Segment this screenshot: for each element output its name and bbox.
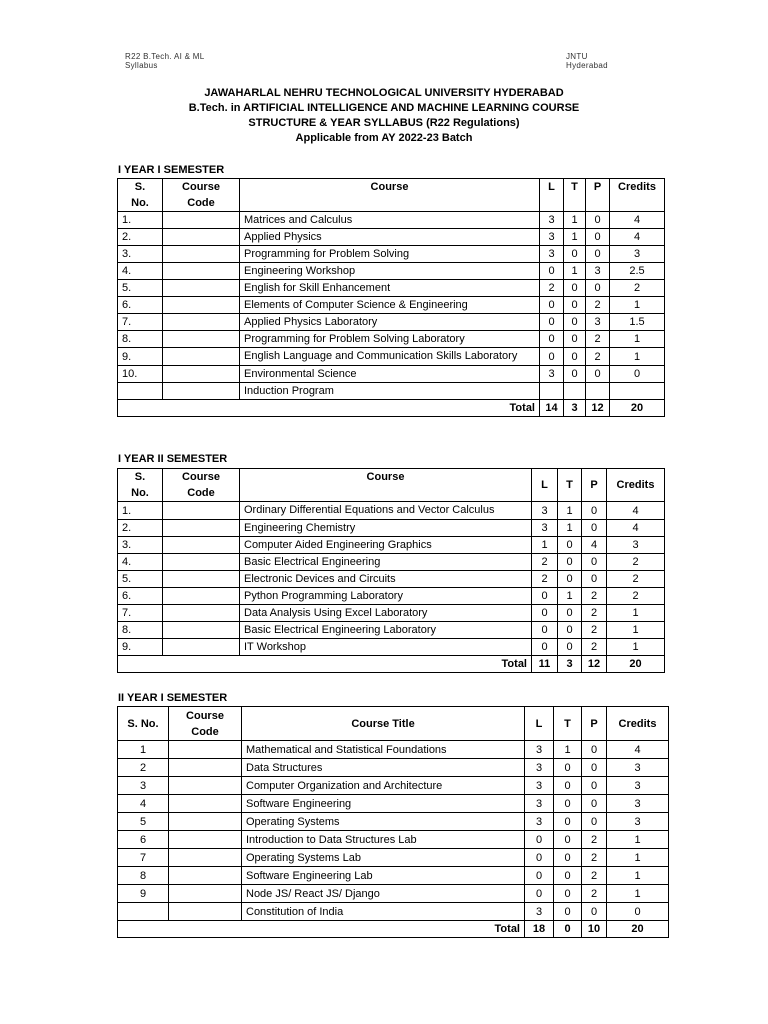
p-cell: 0 (582, 741, 607, 759)
course-code-cell (163, 229, 240, 246)
l-cell: 0 (525, 867, 554, 885)
course-code-cell (163, 348, 240, 366)
t-cell: 1 (554, 741, 582, 759)
header-course-title: Course Title (242, 707, 525, 741)
title-university: JAWAHARLAL NEHRU TECHNOLOGICAL UNIVERSITY HYDERABAD (204, 87, 564, 99)
p-cell: 4 (582, 537, 607, 554)
l-cell: 3 (525, 759, 554, 777)
t-cell: 0 (564, 314, 586, 331)
course-code-cell (163, 571, 240, 588)
table-row (118, 520, 665, 537)
course-code-cell (169, 831, 242, 849)
course-name-cell: Electronic Devices and Circuits (240, 571, 532, 588)
p-cell: 0 (582, 903, 607, 921)
credits-cell: 2.5 (610, 263, 665, 280)
table-row (118, 795, 669, 813)
credits-cell: 4 (610, 212, 665, 229)
t-cell: 1 (558, 588, 582, 605)
sno-cell: 6 (118, 831, 169, 849)
p-cell: 0 (582, 795, 607, 813)
sno-cell: 3. (118, 537, 163, 554)
course-name-cell: English for Skill Enhancement (240, 280, 540, 297)
t-cell: 0 (558, 554, 582, 571)
sno-cell: 9. (118, 639, 163, 656)
t-cell: 0 (558, 605, 582, 622)
sno-cell: 8 (118, 867, 169, 885)
credits-cell: 0 (610, 366, 665, 383)
sno-cell: 1. (118, 502, 163, 520)
l-cell: 0 (525, 849, 554, 867)
credits-cell: 4 (607, 520, 665, 537)
header-p: P (582, 707, 607, 741)
course-code-cell (163, 331, 240, 348)
credits-cell: 1 (607, 867, 669, 885)
header-t: T (558, 469, 582, 502)
header-left-line1: R22 B.Tech. AI & ML (125, 52, 205, 61)
sno-cell: 5. (118, 571, 163, 588)
l-cell: 0 (540, 263, 564, 280)
semester-title: I YEAR II SEMESTER (118, 453, 228, 465)
course-code-cell (169, 849, 242, 867)
course-name-cell: Operating Systems (242, 813, 525, 831)
p-cell: 2 (586, 297, 610, 314)
header-l: L (525, 707, 554, 741)
t-cell: 0 (554, 867, 582, 885)
l-cell: 3 (532, 520, 558, 537)
doc-header-left (125, 52, 205, 70)
header-sno: S. No. (118, 179, 163, 212)
course-code-cell (169, 885, 242, 903)
l-cell: 0 (540, 297, 564, 314)
course-code-cell (169, 813, 242, 831)
l-cell: 0 (540, 331, 564, 348)
course-name-cell: Software Engineering Lab (242, 867, 525, 885)
course-code-cell (163, 366, 240, 383)
header-p: P (586, 179, 610, 212)
p-cell: 2 (582, 849, 607, 867)
total-l: 18 (525, 921, 554, 938)
course-code-cell (163, 537, 240, 554)
course-code-cell (163, 263, 240, 280)
course-name-cell: Programming for Problem Solving Laboratory (240, 331, 540, 348)
document-titles (0, 86, 768, 146)
course-name-cell: Computer Aided Engineering Graphics (240, 537, 532, 554)
credits-cell: 1 (610, 297, 665, 314)
credits-cell: 1 (610, 348, 665, 366)
header-t: T (564, 179, 586, 212)
p-cell: 0 (586, 246, 610, 263)
total-l: 11 (532, 656, 558, 673)
table-row (118, 622, 665, 639)
t-cell: 0 (554, 849, 582, 867)
table-row (118, 263, 665, 280)
course-name-cell: Elements of Computer Science & Engineering (240, 297, 540, 314)
sno-cell: 6. (118, 297, 163, 314)
course-code-cell (169, 795, 242, 813)
credits-cell: 3 (610, 246, 665, 263)
table-row (118, 759, 669, 777)
sno-cell: 4. (118, 263, 163, 280)
sem2-table (117, 468, 665, 673)
table-row (118, 741, 669, 759)
sem1-table (117, 178, 665, 417)
course-name-cell: Basic Electrical Engineering Laboratory (240, 622, 532, 639)
course-code-cell (163, 554, 240, 571)
t-cell: 0 (564, 246, 586, 263)
total-label: Total (118, 656, 532, 673)
p-cell: 3 (586, 314, 610, 331)
credits-cell: 2 (607, 588, 665, 605)
credits-cell: 4 (610, 229, 665, 246)
t-cell: 0 (554, 831, 582, 849)
sno-cell: 7 (118, 849, 169, 867)
total-t: 3 (564, 400, 586, 417)
doc-header-right (566, 52, 608, 70)
course-code-cell (163, 314, 240, 331)
sno-cell (118, 903, 169, 921)
total-label: Total (118, 921, 525, 938)
credits-cell: 3 (607, 795, 669, 813)
header-right-line1: JNTU (566, 52, 588, 61)
credits-cell: 2 (607, 571, 665, 588)
sno-cell: 8. (118, 622, 163, 639)
sem3-table (117, 706, 669, 938)
l-cell: 3 (540, 366, 564, 383)
credits-cell: 4 (607, 502, 665, 520)
t-cell: 0 (554, 885, 582, 903)
course-name-cell: Data Analysis Using Excel Laboratory (240, 605, 532, 622)
t-cell: 1 (564, 212, 586, 229)
total-row (118, 400, 665, 417)
l-cell: 0 (525, 831, 554, 849)
sno-cell: 3. (118, 246, 163, 263)
course-name-cell: Ordinary Differential Equations and Vector Calculus (240, 502, 532, 520)
total-t: 0 (554, 921, 582, 938)
sno-cell: 5. (118, 280, 163, 297)
table-row (118, 246, 665, 263)
course-code-cell (169, 867, 242, 885)
sno-cell: 5 (118, 813, 169, 831)
p-cell: 2 (582, 831, 607, 849)
course-name-cell: Applied Physics (240, 229, 540, 246)
p-cell: 2 (582, 639, 607, 656)
table-row (118, 777, 669, 795)
total-credits: 20 (607, 656, 665, 673)
p-cell: 2 (586, 331, 610, 348)
total-p: 12 (586, 400, 610, 417)
course-name-cell: Data Structures (242, 759, 525, 777)
t-cell: 0 (564, 348, 586, 366)
credits-cell: 0 (607, 903, 669, 921)
header-t: T (554, 707, 582, 741)
credits-cell: 1 (607, 885, 669, 903)
p-cell: 2 (582, 885, 607, 903)
total-credits: 20 (610, 400, 665, 417)
course-name-cell: Mathematical and Statistical Foundations (242, 741, 525, 759)
credits-cell: 1 (607, 849, 669, 867)
p-cell: 0 (582, 520, 607, 537)
course-code-cell (169, 903, 242, 921)
total-row (118, 656, 665, 673)
table-row (118, 867, 669, 885)
total-p: 12 (582, 656, 607, 673)
header-credits: Credits (607, 707, 669, 741)
sno-cell: 6. (118, 588, 163, 605)
course-code-cell (169, 741, 242, 759)
header-left-line2: Syllabus (125, 61, 158, 70)
sno-cell: 1 (118, 741, 169, 759)
l-cell: 3 (525, 903, 554, 921)
course-code-cell (163, 297, 240, 314)
p-cell: 0 (582, 759, 607, 777)
credits-cell: 1 (607, 639, 665, 656)
course-code-cell (163, 383, 240, 400)
t-cell: 0 (558, 639, 582, 656)
credits-cell: 1 (607, 605, 665, 622)
course-name-cell: Engineering Chemistry (240, 520, 532, 537)
t-cell: 1 (564, 229, 586, 246)
total-t: 3 (558, 656, 582, 673)
t-cell: 0 (554, 777, 582, 795)
sno-cell: 10. (118, 366, 163, 383)
l-cell (540, 383, 564, 400)
t-cell: 0 (564, 280, 586, 297)
total-label: Total (118, 400, 540, 417)
sno-cell: 3 (118, 777, 169, 795)
p-cell: 0 (582, 777, 607, 795)
p-cell: 0 (586, 212, 610, 229)
course-name-cell: Operating Systems Lab (242, 849, 525, 867)
sno-cell: 7. (118, 314, 163, 331)
header-course-code: Course Code (169, 707, 242, 741)
course-name-cell: Software Engineering (242, 795, 525, 813)
course-name-cell: Induction Program (240, 383, 540, 400)
course-name-cell: Matrices and Calculus (240, 212, 540, 229)
header-course: Course (240, 179, 540, 212)
title-applicable: Applicable from AY 2022-23 Batch (295, 132, 473, 144)
p-cell: 2 (582, 622, 607, 639)
course-name-cell: Basic Electrical Engineering (240, 554, 532, 571)
t-cell: 0 (554, 813, 582, 831)
course-code-cell (169, 777, 242, 795)
header-right-line2: Hyderabad (566, 61, 608, 70)
table-row (118, 605, 665, 622)
p-cell: 0 (582, 571, 607, 588)
course-code-cell (163, 605, 240, 622)
p-cell (586, 383, 610, 400)
l-cell: 3 (525, 741, 554, 759)
l-cell: 3 (525, 795, 554, 813)
sno-cell: 4 (118, 795, 169, 813)
sno-cell (118, 383, 163, 400)
l-cell: 0 (532, 605, 558, 622)
sno-cell: 9. (118, 348, 163, 366)
sno-cell: 7. (118, 605, 163, 622)
t-cell: 1 (558, 520, 582, 537)
credits-cell: 2 (607, 554, 665, 571)
table-row (118, 885, 669, 903)
semester-title: I YEAR I SEMESTER (118, 164, 225, 176)
course-code-cell (163, 246, 240, 263)
sno-cell: 2. (118, 229, 163, 246)
t-cell: 0 (554, 759, 582, 777)
p-cell: 2 (582, 605, 607, 622)
table-row (118, 849, 669, 867)
l-cell: 0 (532, 622, 558, 639)
t-cell: 0 (554, 795, 582, 813)
course-name-cell: English Language and Communication Skills Laboratory (240, 348, 540, 366)
course-code-cell (163, 622, 240, 639)
credits-cell: 2 (610, 280, 665, 297)
table-row (118, 366, 665, 383)
p-cell: 2 (582, 588, 607, 605)
table-row (118, 280, 665, 297)
total-l: 14 (540, 400, 564, 417)
t-cell: 0 (554, 903, 582, 921)
p-cell: 0 (582, 554, 607, 571)
course-code-cell (163, 212, 240, 229)
table-row (118, 331, 665, 348)
header-course-code: Course Code (163, 179, 240, 212)
l-cell: 2 (532, 554, 558, 571)
course-code-cell (169, 759, 242, 777)
credits-cell (610, 383, 665, 400)
p-cell: 0 (586, 280, 610, 297)
table-row (118, 348, 665, 366)
credits-cell: 3 (607, 813, 669, 831)
table-row (118, 571, 665, 588)
credits-cell: 3 (607, 759, 669, 777)
credits-cell: 3 (607, 777, 669, 795)
p-cell: 0 (586, 366, 610, 383)
course-code-cell (163, 502, 240, 520)
p-cell: 2 (582, 867, 607, 885)
l-cell: 3 (525, 813, 554, 831)
header-course: Course (240, 469, 532, 502)
l-cell: 0 (540, 314, 564, 331)
course-name-cell: Python Programming Laboratory (240, 588, 532, 605)
course-code-cell (163, 588, 240, 605)
table-row (118, 554, 665, 571)
p-cell: 3 (586, 263, 610, 280)
course-code-cell (163, 639, 240, 656)
course-name-cell: Introduction to Data Structures Lab (242, 831, 525, 849)
t-cell: 1 (564, 263, 586, 280)
header-course-code: Course Code (163, 469, 240, 502)
course-code-cell (163, 520, 240, 537)
sno-cell: 1. (118, 212, 163, 229)
course-name-cell: IT Workshop (240, 639, 532, 656)
course-name-cell: Programming for Problem Solving (240, 246, 540, 263)
l-cell: 3 (540, 212, 564, 229)
title-course: B.Tech. in ARTIFICIAL INTELLIGENCE AND MACHINE LEARNING COURSE (188, 102, 580, 114)
credits-cell: 3 (607, 537, 665, 554)
l-cell: 0 (532, 639, 558, 656)
t-cell: 0 (564, 297, 586, 314)
course-name-cell: Node JS/ React JS/ Django (242, 885, 525, 903)
t-cell: 0 (558, 622, 582, 639)
title-structure: STRUCTURE & YEAR SYLLABUS (R22 Regulations) (248, 117, 520, 129)
table-row (118, 903, 669, 921)
semester-title: II YEAR I SEMESTER (118, 692, 228, 704)
header-l: L (532, 469, 558, 502)
header-l: L (540, 179, 564, 212)
l-cell: 0 (525, 885, 554, 903)
l-cell: 0 (532, 588, 558, 605)
t-cell (564, 383, 586, 400)
l-cell: 3 (532, 502, 558, 520)
table-row (118, 314, 665, 331)
course-name-cell: Computer Organization and Architecture (242, 777, 525, 795)
sno-cell: 8. (118, 331, 163, 348)
table-row (118, 297, 665, 314)
course-code-cell (163, 280, 240, 297)
total-p: 10 (582, 921, 607, 938)
total-credits: 20 (607, 921, 669, 938)
l-cell: 3 (540, 246, 564, 263)
table-row (118, 383, 665, 400)
sno-cell: 2 (118, 759, 169, 777)
t-cell: 1 (558, 502, 582, 520)
table-row (118, 813, 669, 831)
l-cell: 1 (532, 537, 558, 554)
sno-cell: 9 (118, 885, 169, 903)
p-cell: 0 (586, 229, 610, 246)
table-row (118, 502, 665, 520)
l-cell: 3 (525, 777, 554, 795)
header-sno: S. No. (118, 469, 163, 502)
total-row (118, 921, 669, 938)
table-row (118, 212, 665, 229)
l-cell: 0 (540, 348, 564, 366)
credits-cell: 1 (607, 831, 669, 849)
table-row (118, 537, 665, 554)
p-cell: 0 (582, 813, 607, 831)
t-cell: 0 (564, 331, 586, 348)
table-row (118, 639, 665, 656)
course-name-cell: Environmental Science (240, 366, 540, 383)
table-row (118, 831, 669, 849)
credits-cell: 1.5 (610, 314, 665, 331)
course-name-cell: Applied Physics Laboratory (240, 314, 540, 331)
header-credits: Credits (607, 469, 665, 502)
header-p: P (582, 469, 607, 502)
t-cell: 0 (558, 571, 582, 588)
table-row (118, 588, 665, 605)
l-cell: 2 (540, 280, 564, 297)
sno-cell: 2. (118, 520, 163, 537)
p-cell: 0 (582, 502, 607, 520)
sno-cell: 4. (118, 554, 163, 571)
credits-cell: 4 (607, 741, 669, 759)
l-cell: 2 (532, 571, 558, 588)
credits-cell: 1 (607, 622, 665, 639)
course-name-cell: Constitution of India (242, 903, 525, 921)
t-cell: 0 (558, 537, 582, 554)
header-credits: Credits (610, 179, 665, 212)
table-row (118, 229, 665, 246)
credits-cell: 1 (610, 331, 665, 348)
l-cell: 3 (540, 229, 564, 246)
p-cell: 2 (586, 348, 610, 366)
course-name-cell: Engineering Workshop (240, 263, 540, 280)
t-cell: 0 (564, 366, 586, 383)
header-sno: S. No. (118, 707, 169, 741)
